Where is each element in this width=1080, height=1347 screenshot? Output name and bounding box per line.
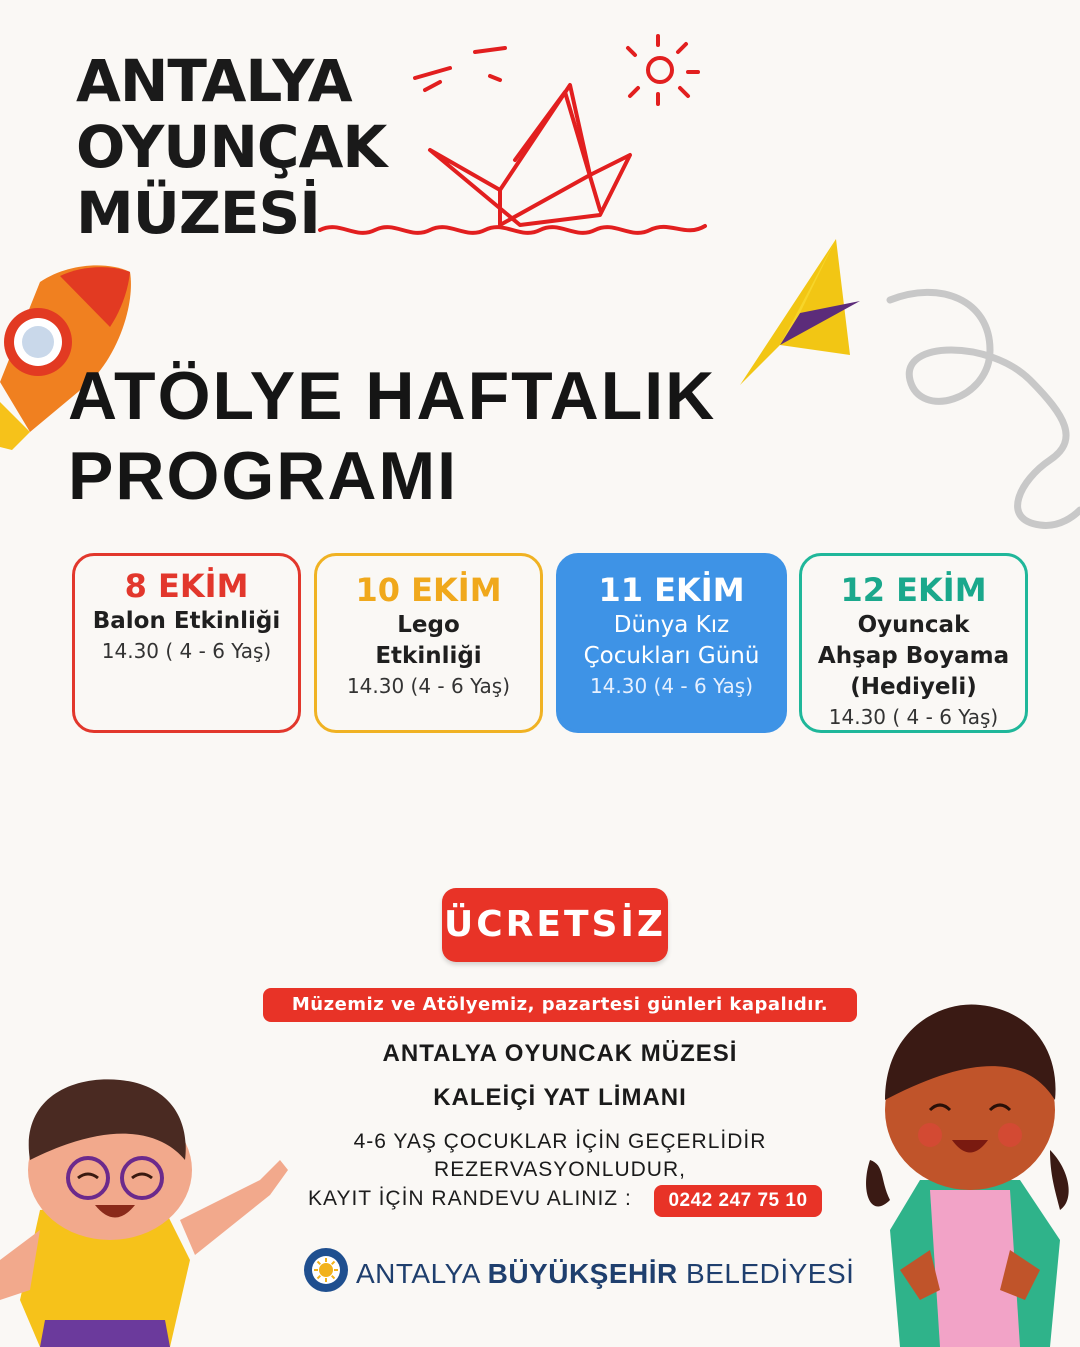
event-time: 14.30 (4 - 6 Yaş)	[589, 674, 754, 698]
event-name: Dünya Kız	[613, 612, 730, 638]
event-name: Etkinliği	[375, 643, 482, 669]
event-date: 8 EKİM	[124, 567, 249, 605]
paper-plane-icon	[700, 235, 870, 395]
municipality-logo-icon	[302, 1246, 350, 1294]
event-date: 12 EKİM	[840, 571, 987, 609]
municipality-part1: ANTALYA	[356, 1258, 480, 1289]
event-card-12-ekim	[799, 553, 1028, 733]
municipality-part3: BELEDİYESİ	[686, 1258, 855, 1289]
event-time: 14.30 (4 - 6 Yaş)	[346, 674, 511, 698]
program-title-line1: ATÖLYE HAFTALIK	[68, 358, 717, 434]
municipality-name	[356, 1258, 854, 1290]
info-museum-name: ANTALYA OYUNCAK MÜZESİ	[382, 1040, 738, 1067]
event-time: 14.30 ( 4 - 6 Yaş)	[101, 639, 272, 663]
event-name: Balon Etkinliği	[92, 608, 281, 634]
program-title	[68, 356, 716, 516]
girl-illustration	[860, 1000, 1080, 1347]
event-name: Çocukları Günü	[583, 643, 760, 669]
squiggle-decoration	[880, 280, 1080, 540]
museum-title-line3: MÜZESİ	[76, 179, 320, 247]
event-name: Ahşap Boyama	[817, 643, 1010, 669]
event-card-11-ekim	[556, 553, 787, 733]
event-name: (Hediyeli)	[850, 674, 977, 700]
event-card-10-ekim	[314, 553, 543, 733]
program-title-line2: PROGRAMI	[68, 438, 458, 514]
free-badge: ÜCRETSİZ	[442, 888, 668, 962]
paper-boat-icon	[300, 30, 720, 250]
event-name: Lego	[397, 612, 460, 638]
event-name: Oyuncak	[857, 612, 970, 638]
museum-title-line2: OYUNÇAK	[76, 113, 387, 181]
event-date: 11 EKİM	[598, 571, 745, 609]
event-date: 10 EKİM	[355, 571, 502, 609]
info-location: KALEİÇİ YAT LİMANI	[433, 1084, 687, 1111]
info-appointment: KAYIT İÇİN RANDEVU ALINIZ :	[308, 1187, 632, 1210]
boy-illustration	[0, 1060, 300, 1347]
event-time: 14.30 ( 4 - 6 Yaş)	[828, 705, 999, 729]
closed-note: Müzemiz ve Atölyemiz, pazartesi günleri kapalıdır.	[263, 988, 857, 1022]
info-reservation: REZERVASYONLUDUR,	[434, 1158, 686, 1181]
phone-number[interactable]: 0242 247 75 10	[654, 1185, 822, 1217]
info-age-note: 4-6 YAŞ ÇOCUKLAR İÇİN GEÇERLİDİR	[353, 1130, 767, 1153]
event-card-8-ekim	[72, 553, 301, 733]
museum-title-line1: ANTALYA	[76, 47, 352, 115]
municipality-part2: BÜYÜKŞEHİR	[487, 1258, 678, 1289]
